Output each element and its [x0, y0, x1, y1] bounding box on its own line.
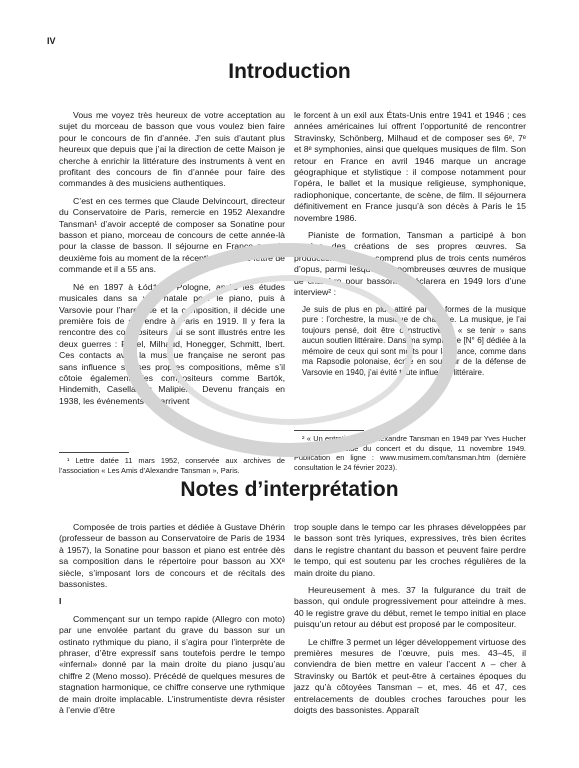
introduction-title: Introduction: [228, 60, 351, 83]
footnote-divider: [294, 430, 364, 431]
footnote-1-text: ¹ Lettre datée 11 mars 1952, conservée aux archives de l’association « Les Amis d’Alexandre Tansman », Paris.: [59, 456, 285, 475]
intro-paragraph: C’est en ces termes que Claude Delvincourt, directeur du Conservatoire de Paris, remercie en 1952 Alexandre Tansman¹ d’avoir accepté de composer sa Sonatine pour basson et piano, morceau de concours de cette année-là pour la classe de basson. Il séjourne en France pour la deuxième fois au moment de la réception de cette lettre de commande et il a 55 ans.: [59, 195, 286, 275]
notes-paragraph: Heureusement à mes. 37 la fulgurance du trait de basson, qui ondule progressivement pour atteindre à mes. 40 le registre grave du début, remet le tempo initial en place puisqu’un retour au début est proposé par le compositeur.: [294, 585, 526, 630]
intro-column-left: [59, 110, 285, 413]
section-label: I: [59, 596, 62, 607]
notes-paragraph: Le chiffre 3 permet un léger développement virtuose des premières mesures de l’œuvre, puis mes. 43–45, il conviendra de bien mettre en valeur l’accent ∧ – cher à Stravinsky ou Bartók et peut-être à certaines époques du jazz qu’à côtoyées Tansman – et, mes. 46 et 47, ces entrelacements de doubles croches farouches pour les doigts des bassonistes. Apparaît: [294, 636, 526, 716]
intro-paragraph: Vous me voyez très heureux de votre acceptation au sujet du morceau de basson que vous voulez bien faire pour le concours de fin d’année. J’en suis d’autant plus heureux que depuis que j’ai la direction de cette Maison je cherche à enrichir la littérature des instruments à vent en profitant des concours de fin d’année pour faire des commandes à des musiciens authentiques.: [59, 110, 285, 189]
footnote-2: [294, 430, 526, 472]
notes-paragraph: trop souple dans le tempo car les phrases développées par le basson sont très lyriques, expressives, très bien écrites dans le registre chantant du basson et peuvent faire perdre le tempo, qui est soutenu par les croches régulières de la main droite du piano.: [294, 522, 526, 578]
footnote-divider: [59, 452, 129, 453]
page-number: IV: [47, 36, 56, 46]
notes-title: Notes d’interprétation: [180, 478, 399, 501]
intro-column-right: [294, 110, 526, 385]
intro-paragraph: le forcent à un exil aux États-Unis entre 1941 et 1946 ; ces années américaines lui offrent l’opportunité de rencontrer Stravinsky, Schönberg, Milhaud et de composer ses 6ᵉ, 7ᵉ et 8ᵉ symphonies, ainsi que quelques musiques de film. Son retour en France en avril 1946 marque un ancrage géographique et stylistique : il compose notamment pour l’opéra, le ballet et la musique religieuse, symphonique, radiophonique, concertante, de scène, de film. Il séjournera définitivement en France jusqu’à son décès à Paris le 15 novembre 1986.: [294, 110, 526, 223]
intro-paragraph: Pianiste de formation, Tansman a participé à bon nombre des créations de ses propres œuvres. Sa production musicale comprend plus de trois cents numéros d’opus, parmi lesquels de nombreuses œuvres de musique de chambre pour basson. Il déclarera en 1949 lors d’une interview² :: [294, 230, 526, 298]
intro-paragraph: Né en 1897 à Łódź en Pologne, après les études musicales dans sa ville natale pour le piano, puis à Varsovie pour l’harmonie et la composition, il décide une première fois de se rendre à Paris en 1919. Il y fera la rencontre des compositeurs qui se sont illustrés entre les deux guerres : Ravel, Milhaud, Honegger, Schmitt, Ibert. Ces contacts avec la musique française ne seront pas sans influence sur ses propres compositions, même s’il côtoie également des compositeurs comme Bartók, Hindemith, Casella ou Malipiero. Devenu français en 1938, les événements qui arrivent: [59, 281, 285, 406]
footnote-2-text: ² « Un entretien avec Alexandre Tansman en 1949 par Yves Hucher », dans Le Guide du concert et du disque, 11 novembre 1949. Publication en ligne : www.musimem.com/tansman.htm (dernière consultation le 24 février 2023).: [294, 434, 526, 472]
notes-column-left: [59, 522, 285, 723]
interview-quote: Je suis de plus en plus attiré par les formes de la musique pure : l’orchestre, la musique de chambre. La musique, je l’ai toujours pensé, doit être constructive et « se tenir » sans aucun soutien littéraire. Dans ma symphonie [N° 6] dédiée à la mémoire de ceux qui sont morts pour la France, comme dans ma Rapsodie polonaise, écrite en souvenir de la défense de Varsovie en 1940, j’ai évité toute influence littéraire.: [302, 304, 526, 378]
notes-column-right: [294, 522, 526, 723]
footnote-1: [59, 452, 285, 475]
notes-paragraph: Composée de trois parties et dédiée à Gustave Dhérin (professeur de basson au Conservatoire de Paris de 1934 à 1957), la Sonatine pour basson et piano est entrée dès sa composition dans le répertoire pour basson au XXᵉ siècle, s’imposant lors de concours et de récitals des bassonistes.: [59, 522, 285, 590]
notes-paragraph: Commençant sur un tempo rapide (Allegro con moto) par une envolée partant du grave du basson sur un ostinato rythmique du piano, il s’agira pour l’interprète de phraser, d’être expressif sans toutefois perdre le tempo «infernal» donné par la main droite du piano jusqu’au chiffre 2 (Meno mosso). Précédé de quelques mesures de stagnation harmonique, ce chiffre conserve une rythmique de main droite implacable. L’instrumentiste devra résister à l’envie d’être: [59, 613, 285, 716]
